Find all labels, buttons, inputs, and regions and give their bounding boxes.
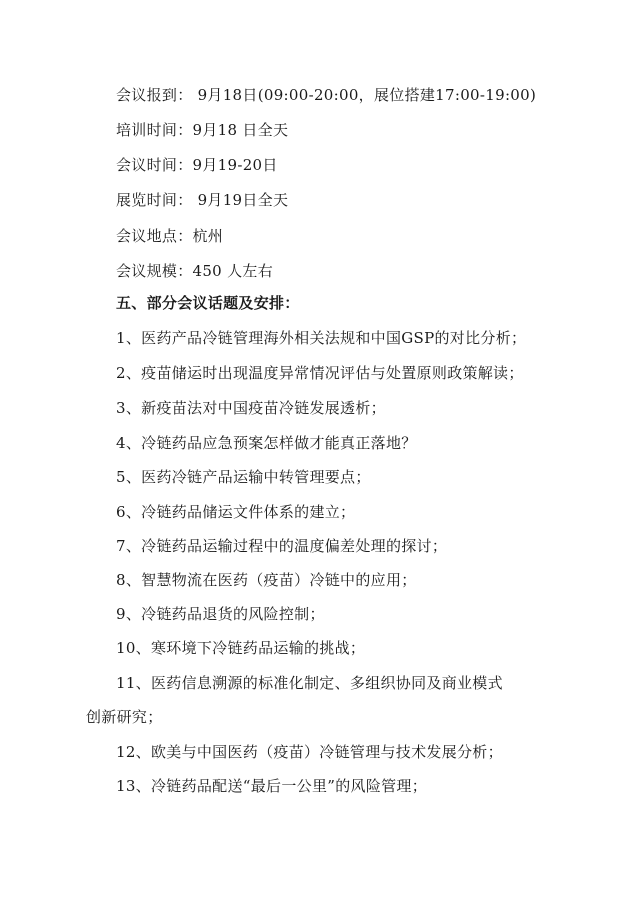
topic-item: 4、冷链药品应急预案怎样做才能真正落地？ <box>116 434 417 452</box>
topic-item: 12、欧美与中国医药（疫苗）冷链管理与技术发展分析； <box>116 743 503 761</box>
topic-item: 2、疫苗储运时出现温度异常情况评估与处置原则政策解读； <box>116 364 524 382</box>
topic-item: 3、新疫苗法对中国疫苗冷链发展透析； <box>116 399 386 417</box>
exhibition-time-line: 展览时间： 9月19日全天 <box>116 191 289 209</box>
registration-line: 会议报到： 9月18日(09:00-20:00，展位搭建17:00-19:00) <box>116 86 537 104</box>
meeting-time-line: 会议时间：9月19-20日 <box>116 156 278 174</box>
topic-item: 1、医药产品冷链管理海外相关法规和中国GSP的对比分析； <box>116 329 527 347</box>
topic-item: 6、冷链药品储运文件体系的建立； <box>116 503 356 521</box>
topic-item: 11、医药信息溯源的标准化制定、多组织协同及商业模式 <box>116 674 503 692</box>
training-time-line: 培训时间：9月18 日全天 <box>116 121 289 139</box>
topic-item: 10、寒环境下冷链药品运输的挑战； <box>116 639 366 657</box>
topic-item: 7、冷链药品运输过程中的温度偏差处理的探讨； <box>116 537 448 555</box>
scale-line: 会议规模：450 人左右 <box>116 262 273 280</box>
topic-item-continuation: 创新研究； <box>86 708 163 726</box>
venue-line: 会议地点：杭州 <box>116 227 224 245</box>
section-heading: 五、部分会议话题及安排： <box>116 294 300 312</box>
topic-item: 9、冷链药品退货的风险控制； <box>116 605 325 623</box>
topic-item: 8、智慧物流在医药（疫苗）冷链中的应用； <box>116 571 417 589</box>
topic-item: 13、冷链药品配送“最后一公里”的风险管理； <box>116 777 428 795</box>
topic-item: 5、医药冷链产品运输中转管理要点； <box>116 468 371 486</box>
